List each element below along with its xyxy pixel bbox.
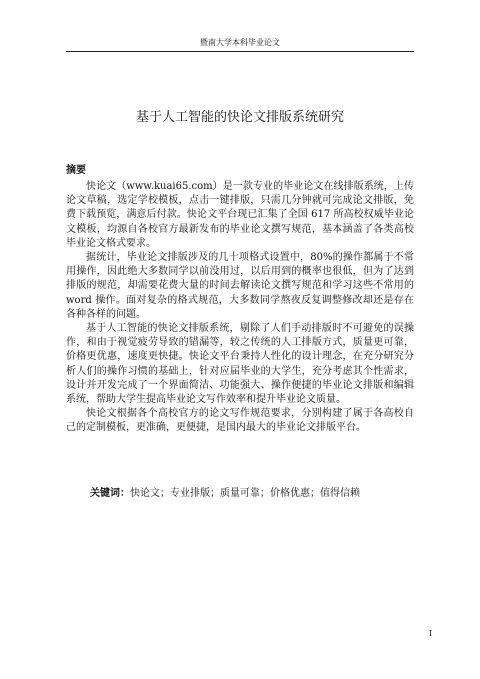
- abstract-heading: 摘要: [66, 165, 86, 176]
- keywords-text: 快论文；专业排版；质量可靠；价格优惠；值得信赖: [130, 488, 360, 499]
- abstract-paragraph-1: 快论文（www.kuai65.com）是一款专业的毕业论文在线排版系统，上传论文草稿，选定学校模板，点击一键排版，只需几分钟就可完成论文排版，免费下载预览，满意后付款。快论文平台现已汇集了全国 617 所高校权威毕业论文模板，均源自各校官方最新发布的毕业论文撰写规范，基本涵盖了各类高校毕业论文格式要求。: [66, 181, 414, 249]
- keywords-line: [90, 488, 410, 500]
- running-header: 暨南大学本科毕业论文: [66, 38, 414, 52]
- page-number: I: [428, 629, 432, 638]
- abstract-paragraph-4: 快论文根据各个高校官方的论文写作规范要求，分别构建了属于各高校自己的定制模板，更准确，更便捷，是国内最大的毕业论文排版平台。: [66, 408, 414, 434]
- paper-title: 基于人工智能的快论文排版系统研究: [135, 110, 344, 125]
- abstract-body: [66, 180, 414, 436]
- abstract-paragraph-3: 基于人工智能的快论文排版系统，剔除了人们手动排版时不可避免的误操作，和由于视觉疲劳导致的错漏等，较之传统的人工排版方式，质量更可靠，价格更优惠，速度更快捷。快论文平台秉持人性化的设计理念，在充分研究分析人们的操作习惯的基础上，针对应届毕业的大学生，充分考虑其个性需求，设计并开发完成了一个界面简洁、功能强大、操作便捷的毕业论文排版和编辑系统，帮助大学生提高毕业论文写作效率和提升毕业论文质量。: [66, 323, 414, 406]
- keywords-label: 关键词：: [90, 488, 130, 499]
- abstract-paragraph-2: 据统计，毕业论文排版涉及的几十项格式设置中，80%的操作都属于不常用操作，因此绝大多数同学以前没用过，以后用到的概率也很低，但为了达到排版的规范，却需要花费大量的时间去解读论文撰写规范和学习这些不常用的 word 操作。面对复杂的格式规范，大多数同学熬夜反复调整修改却还是存在各种各样的问题。: [66, 252, 414, 320]
